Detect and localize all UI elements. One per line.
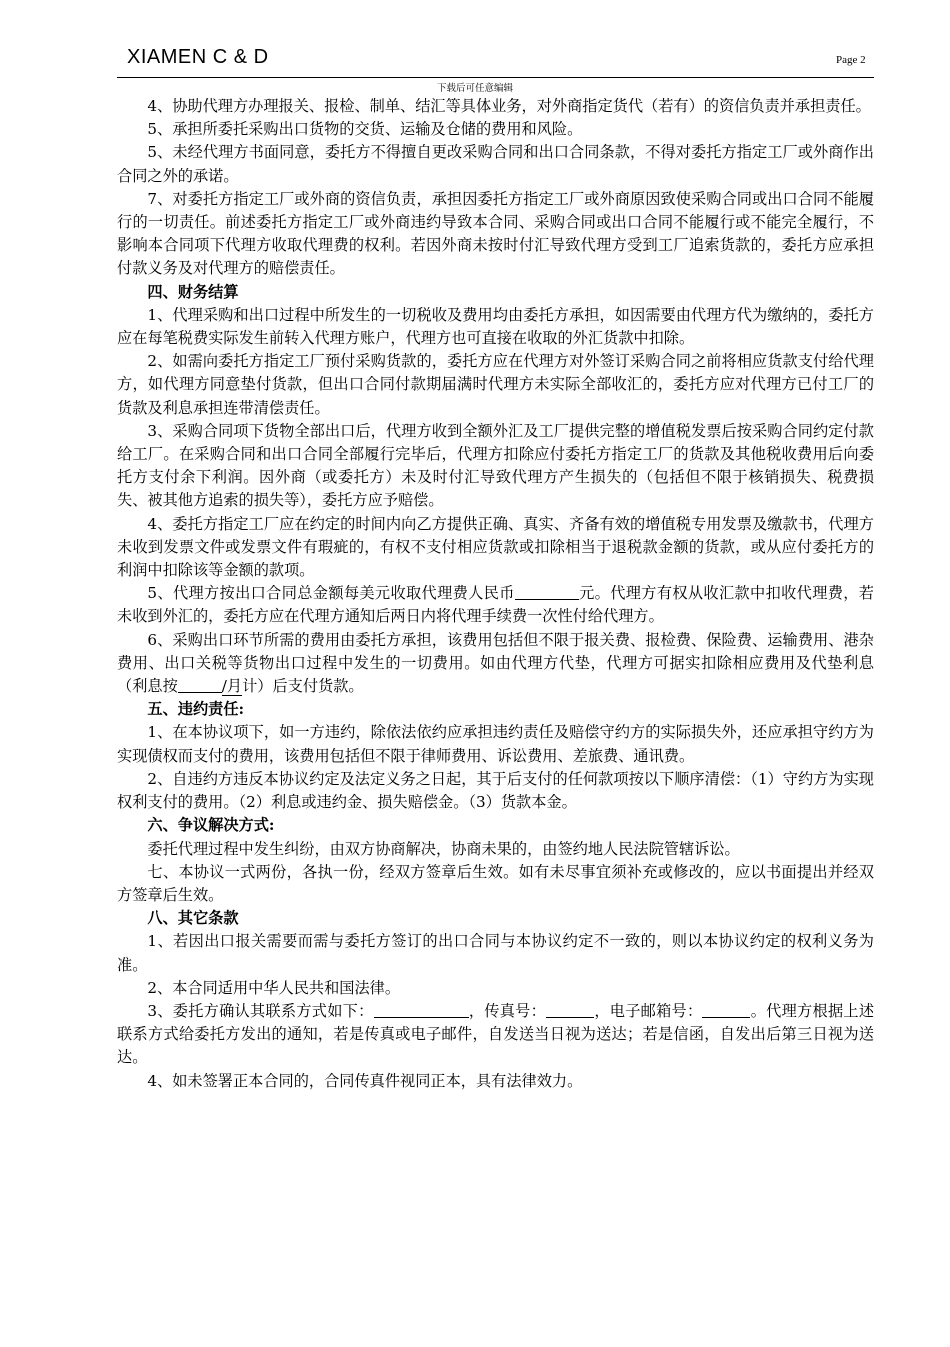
paragraph: 4、委托方指定工厂应在约定的时间内向乙方提供正确、真实、齐备有效的增值税专用发票及缴款书，代理方未收到发票文件或发票文件有瑕疵的，有权不支付相应货款或扣除相当于退税款金额的货款，或从应付委托方的利润中扣除该等金额的款项。 <box>117 514 874 580</box>
paragraph: 委托代理过程中发生纠纷，由双方协商解决，协商未果的，由签约地人民法院管辖诉讼。 <box>147 839 740 858</box>
fill-blank-contact <box>374 1002 469 1018</box>
fill-blank-fax <box>546 1002 594 1018</box>
paragraph: 七、本协议一式两份，各执一份，经双方签章后生效。如有未尽事宜须补充或修改的，应以书面提出并经双方签章后生效。 <box>117 862 874 904</box>
section-heading-finance: 四、财务结算 <box>147 282 239 301</box>
fill-blank-interest <box>178 677 222 693</box>
paragraph-expenses <box>117 629 874 699</box>
text-segment: 3、委托方确认其联系方式如下： <box>147 1001 374 1020</box>
paragraph: 2、本合同适用中华人民共和国法律。 <box>147 978 401 997</box>
text-segment: 计）后支付货款。 <box>242 677 364 696</box>
text-segment: ，电子邮箱号： <box>594 1001 703 1020</box>
text-segment: 元。代理方有权从收汇款中扣收代理费，若未收到外汇的，委托方应在代理方通知后两日内将代理手续费一次性付给代理方。 <box>117 584 874 626</box>
text-segment: 6、采购出口环节所需的费用由委托方承担，该费用包括但不限于报关费、报检费、保险费、运输费用、港杂费用、出口关税等货物出口过程中发生的一切费用。如由代理方代垫，代理方可据实扣除相应费用及代垫利息（利息按 <box>117 630 874 696</box>
paragraph: 1、代理采购和出口过程中所发生的一切税收及费用均由委托方承担，如因需要由代理方代为缴纳的，委托方应在每笔税费实际发生前转入代理方账户，代理方也可直接在收取的外汇货款中扣除。 <box>117 305 874 348</box>
section-heading-liability: 五、违约责任: <box>147 700 245 719</box>
paragraph: 5、未经代理方书面同意，委托方不得擅自更改采购合同和出口合同条款，不得对委托方指定工厂或外商作出合同之外的承诺。 <box>117 143 874 185</box>
text-segment: ，传真号： <box>468 1001 547 1020</box>
fill-blank-email <box>702 1002 750 1018</box>
paragraph: 1、若因出口报关需要而需与委托方签订的出口合同与本协议约定不一致的，则以本协议约定的权利义务为准。 <box>117 932 874 974</box>
header-divider <box>117 77 874 78</box>
paragraph-agency-fee <box>117 582 874 628</box>
section-heading-dispute: 六、争议解决方式: <box>147 816 275 835</box>
paragraph: 1、在本协议项下，如一方违约，除依法依约应承担违约责任及赔偿守约方的实际损失外，还应承担守约方为实现债权而支付的费用，该费用包括但不限于律师费用、诉讼费用、差旅费、通讯费。 <box>117 723 874 765</box>
header-edit-note: 下载后可任意编辑 <box>436 83 513 94</box>
paragraph: 2、自违约方违反本协议约定及法定义务之日起，其于后支付的任何款项按以下顺序清偿：（1）守约方为实现权利支付的费用。（2）利息或违约金、损失赔偿金。（3）货款本金。 <box>117 769 874 812</box>
paragraph: 4、如未签署正本合同的，合同传真件视同正本，具有法律效力。 <box>147 1071 583 1090</box>
header-page-number: Page 2 <box>836 54 866 66</box>
document-body <box>117 95 874 1093</box>
paragraph: 3、采购合同项下货物全部出口后，代理方收到全额外汇及工厂提供完整的增值税发票后按采购合同约定付款给工厂。在采购合同和出口合同全部履行完毕后，代理方扣除应付委托方指定工厂的货款及其他税收费用后向委托方支付余下利润。因外商（或委托方）未及时付汇导致代理方产生损失的（包括但不限于核销损失、税费损失、被其他方追索的损失等），委托方应予赔偿。 <box>117 421 874 510</box>
paragraph: 4、协助代理方办理报关、报检、制单、结汇等具体业务，对外商指定货代（若有）的资信负责并承担责任。 <box>147 97 871 115</box>
paragraph: 5、承担所委托采购出口货物的交货、运输及仓储的费用和风险。 <box>147 120 583 139</box>
paragraph: 7、对委托方指定工厂或外商的资信负责，承担因委托方指定工厂或外商原因致使采购合同或出口合同不能履行的一切责任。前述委托方指定工厂或外商违约导致本合同、采购合同或出口合同不能履行或不能完全履行，不影响本合同项下代理方收取代理费的权利。若因外商未按时付汇导致代理方受到工厂追索货款的，委托方应承担付款义务及对代理方的赔偿责任。 <box>117 189 874 278</box>
text-segment: /月 <box>221 677 243 696</box>
fill-blank-fee <box>515 584 579 600</box>
text-segment: 。代理方根据上述联系方式给委托方发出的通知，若是传真或电子邮件，自发送当日视为送达；若是信函，自发出后第三日视为送达。 <box>117 1001 875 1067</box>
header-company-name: XIAMEN C & D <box>127 46 269 68</box>
section-heading-other: 八、其它条款 <box>147 909 239 928</box>
text-segment: 5、代理方按出口合同总金额每美元收取代理费人民币 <box>147 584 515 603</box>
paragraph: 2、如需向委托方指定工厂预付采购货款的，委托方应在代理方对外签订采购合同之前将相应货款支付给代理方，如代理方同意垫付货款，但出口合同付款期届满时代理方未实际全部收汇的，委托方应对代理方已付工厂的货款及利息承担连带清偿责任。 <box>117 352 874 417</box>
paragraph-contact <box>117 1000 874 1070</box>
